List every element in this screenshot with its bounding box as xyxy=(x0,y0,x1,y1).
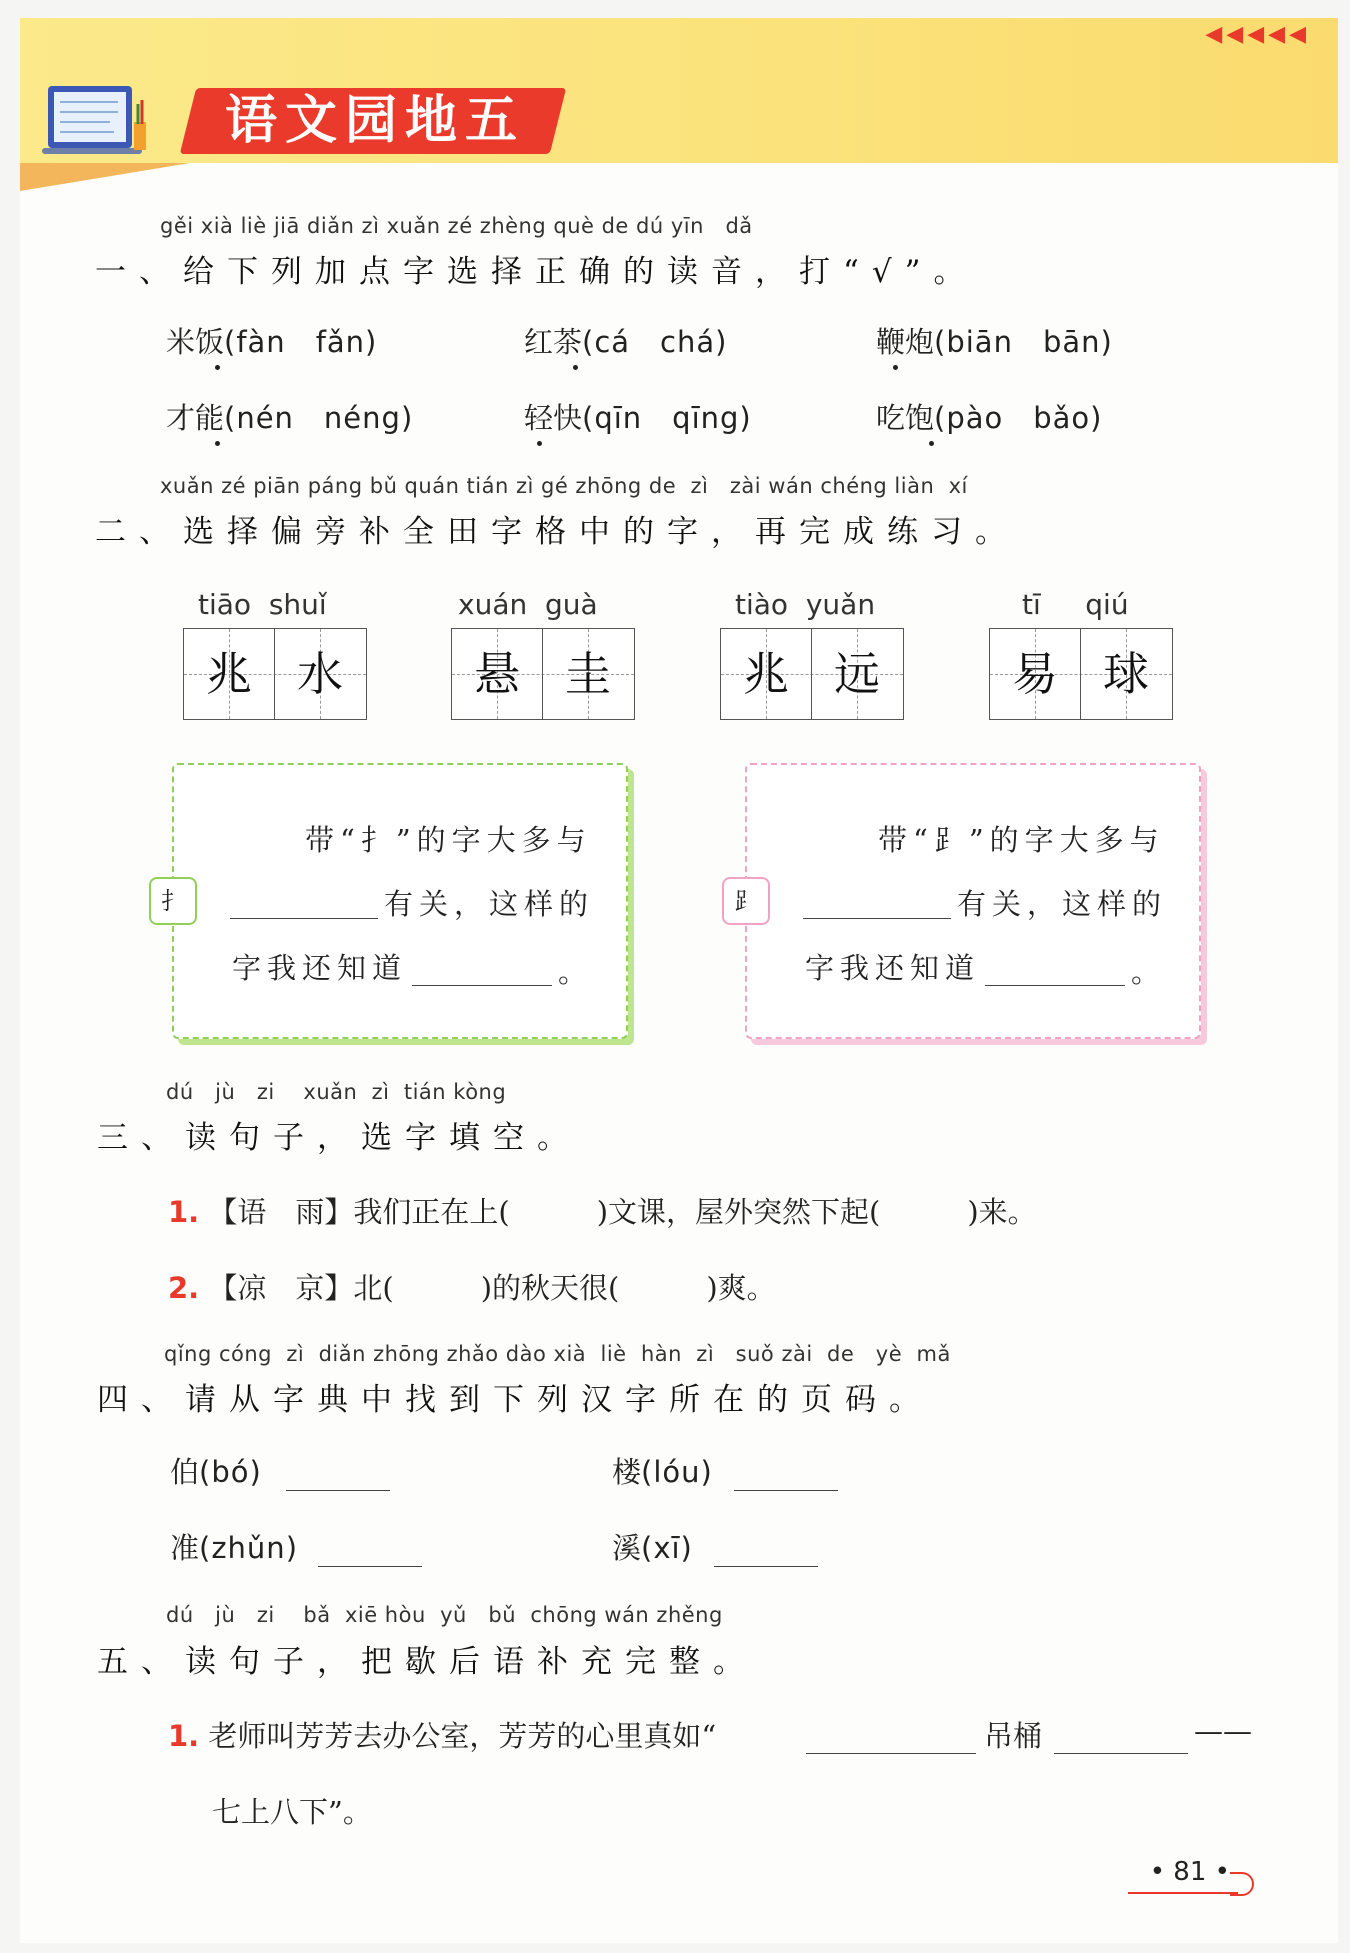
tianzige-grid[interactable] xyxy=(183,628,367,720)
radical-text: 带“扌”的字大多与 xyxy=(305,823,592,857)
s2-pinyin: xuǎn zé piān páng bǔ quán tián zì gé zhōng de zì zài wán chéng liàn xí xyxy=(160,474,968,498)
answer-blank[interactable] xyxy=(412,985,552,986)
grid-char: 易 xyxy=(1012,647,1058,701)
header-corner xyxy=(20,163,190,191)
radical-text: 字我还知道 xyxy=(805,951,981,985)
answer-blank[interactable] xyxy=(1054,1753,1188,1754)
page-number-underline xyxy=(1128,1892,1238,1894)
s4-item: 准(zhǔn) xyxy=(170,1531,299,1565)
emphasis-dot xyxy=(215,365,220,370)
tianzige-grid[interactable] xyxy=(451,628,635,720)
radical-text: 。 xyxy=(558,955,594,989)
answer-blank[interactable] xyxy=(985,985,1125,986)
grid-pinyin: tī qiú xyxy=(1022,588,1129,621)
s1-item: 鞭炮(biān bān) xyxy=(876,325,1113,359)
radical-tab-hand: 扌 xyxy=(149,877,197,925)
s4-pinyin: qǐng cóng zì diǎn zhōng zhǎo dào xià liè hàn zì suǒ zài de yè mǎ xyxy=(164,1342,951,1366)
grid-pinyin: xuán guà xyxy=(458,588,598,621)
s3-title: 三、读句子，选字填空。 xyxy=(97,1120,581,1156)
page-number: • 81 • xyxy=(1149,1857,1230,1887)
emphasis-dot xyxy=(929,441,934,446)
grid-char: 圭 xyxy=(565,647,611,701)
page-title: 语文园地五 xyxy=(225,91,526,151)
s3-pinyin: dú jù zi xuǎn zì tián kòng xyxy=(166,1080,507,1104)
s5-dash: —— xyxy=(1194,1714,1252,1748)
grid-char: 球 xyxy=(1103,647,1149,701)
s5-text: 吊桶 xyxy=(984,1719,1043,1753)
radical-tab-foot: ⻊ xyxy=(722,877,770,925)
grid-char: 兆 xyxy=(206,647,252,701)
s3-question-2: 2. 【凉 京】北( )的秋天很( )爽。 xyxy=(168,1271,776,1305)
grid-pinyin: tiào yuǎn xyxy=(735,588,876,621)
s5-title: 五、读句子，把歇后语补充完整。 xyxy=(97,1644,757,1680)
s1-title: 一、给下列加点字选择正确的读音，打“√”。 xyxy=(95,254,978,290)
emphasis-dot xyxy=(573,365,578,370)
emphasis-dot xyxy=(537,441,542,446)
s1-item: 才能(nén néng) xyxy=(166,401,414,435)
answer-blank[interactable] xyxy=(318,1566,422,1567)
s5-question-1: 1. 老师叫芳芳去办公室，芳芳的心里真如“ xyxy=(168,1719,717,1753)
grid-char: 水 xyxy=(297,647,343,701)
page-number-hook xyxy=(1230,1872,1254,1896)
emphasis-dot xyxy=(893,365,898,370)
s5-text: 七上八下”。 xyxy=(212,1795,372,1829)
s4-item: 伯(bó) xyxy=(170,1455,262,1489)
notebook-icon xyxy=(40,82,150,162)
s5-pinyin: dú jù zi bǎ xiē hòu yǔ bǔ chōng wán zhěng xyxy=(166,1603,723,1627)
grid-pinyin: tiāo shuǐ xyxy=(198,588,327,621)
s3-question-1: 1. 【语 雨】我们正在上( )文课，屋外突然下起( )来。 xyxy=(168,1195,1037,1229)
grid-char: 兆 xyxy=(743,647,789,701)
answer-blank[interactable] xyxy=(734,1490,838,1491)
s1-item: 红茶(cá chá) xyxy=(524,325,728,359)
s1-item: 轻快(qīn qīng) xyxy=(524,401,752,435)
radical-text: 带“⻊”的字大多与 xyxy=(878,823,1165,857)
header-arrows-icon: ◀◀◀◀◀ xyxy=(1205,22,1310,47)
answer-blank[interactable] xyxy=(803,918,951,919)
grid-char: 悬 xyxy=(474,647,520,701)
answer-blank[interactable] xyxy=(230,918,378,919)
answer-blank[interactable] xyxy=(286,1490,390,1491)
s2-title: 二、选择偏旁补全田字格中的字，再完成练习。 xyxy=(95,514,1019,550)
s1-item: 米饭(fàn fǎn) xyxy=(166,325,378,359)
s4-item: 溪(xī) xyxy=(612,1531,693,1565)
s1-item: 吃饱(pào bǎo) xyxy=(876,401,1103,435)
answer-blank[interactable] xyxy=(714,1566,818,1567)
s1-pinyin: gěi xià liè jiā diǎn zì xuǎn zé zhèng què de dú yīn dǎ xyxy=(160,214,753,238)
answer-blank[interactable] xyxy=(806,1753,976,1754)
grid-char: 远 xyxy=(834,647,880,701)
radical-text: 字我还知道 xyxy=(232,951,408,985)
s4-title: 四、请从字典中找到下列汉字所在的页码。 xyxy=(97,1382,933,1418)
tianzige-grid[interactable] xyxy=(720,628,904,720)
radical-text: 。 xyxy=(1131,955,1167,989)
radical-text: 有关，这样的 xyxy=(957,887,1168,921)
radical-text: 有关，这样的 xyxy=(384,887,595,921)
s4-item: 楼(lóu) xyxy=(612,1455,713,1489)
tianzige-grid[interactable] xyxy=(989,628,1173,720)
emphasis-dot xyxy=(215,441,220,446)
